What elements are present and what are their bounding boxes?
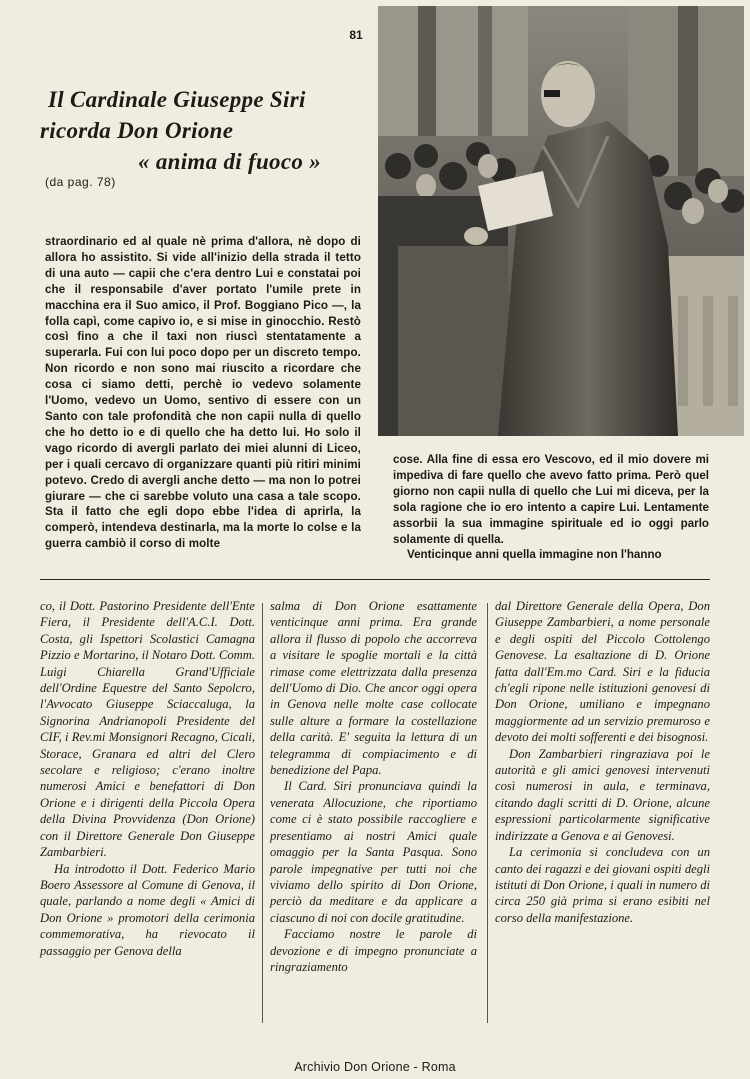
column-2-paragraph-2: Il Card. Siri pronunciava quindi la venerata Allocuzione, che riportiamo come ci è stato possibile raccogliere e presentiamo ai nostri Amici quale omaggio per la Santa Pasqua. Sono parole impegnative per tutti noi che viviamo dello spirito di Don Orione, perciò da meditare e da applicare a ciascuno di noi con docile gratitudine. [270, 779, 477, 925]
column-divider [262, 603, 263, 1023]
title-line-2: ricorda Don Orione [40, 118, 234, 143]
column-3-paragraph-2: Don Zambarbieri ringraziava poi le autorità e gli amici genovesi intervenuti così numerosi in aula, e terminava, citando dagli scritti di D. Orione, alcune espressioni particolarmente significative indirizzate a Genova e ai Genovesi. [495, 746, 710, 843]
section-divider [40, 579, 710, 580]
article-title [40, 84, 370, 177]
column-1-paragraph-1: co, il Dott. Pastorino Presidente dell'Ente Fiera, il Presidente dell'A.C.I. Dott. Costa, gli Ispettori Scolastici Camagna Pizzio e Mortarino, il Notaro Dott. Comm. Luigi Chiarella Grand'Ufficiale dell'Ordine Equestre del Santo Sepolcro, l'Avvocato Giuseppe Sciaccaluga, la Signorina Andrianopoli Presidente del CIF, i Rev.mi Monsignori Recagno, Cicali, Storace, Granara ed altri del Clero secolare e religioso; c'erano inoltre numerosi Amici e benefattori di Don Orione e i dirigenti della Piccola Opera della Divina Provvidenza (Don Orione) con il Direttore Generale Don Giuseppe Zambarbieri. [40, 599, 255, 860]
source-note: (da pag. 78) [45, 175, 116, 189]
column-2-paragraph-3: Facciamo nostre le parole di devozione e di impegno pronunciate a ringraziamento [270, 927, 477, 974]
cardinal-photo [378, 6, 744, 436]
title-line-1: Il Cardinale Giuseppe Siri [48, 87, 306, 112]
column-2-paragraph-1: salma di Don Orione esattamente venticinque anni prima. Era grande allora il flusso di popolo che accorreva a visitare le spoglie mortali e la città rimase come elettrizzata dalla presenza dell'Uomo di Dio. Che ancor oggi opera in Genova nelle molte case collocate sulle alture a formare la costellazione della carità. E' seguita la lettura di un telegramma di compiacimento e di benedizione del Papa. [270, 599, 477, 778]
archive-footer: Archivio Don Orione - Roma [294, 1060, 456, 1074]
intro-text-right [393, 452, 709, 563]
column-3-paragraph-3: La cerimonia si concludeva con un canto dei ragazzi e dei giovani ospiti degli istituti di Don Orione, i quali in numero di circa 250 già prima si erano esibiti nel corso della manifestazione. [495, 845, 710, 925]
column-3-paragraph-1: dal Direttore Generale della Opera, Don Giuseppe Zambarbieri, a nome personale e degli ospiti del Piccolo Cottolengo Genovese. La esaltazione di D. Orione fatta dall'Em.mo Card. Siri e la fiducia ch'egli ripone nelle istituzioni genovesi di Don Orione, umiliano e impegnano maggiormente ad un servizio premuroso e devoto dei molti sofferenti e dei bisognosi. [495, 599, 710, 745]
column-1 [40, 598, 255, 959]
intro-left-paragraph: straordinario ed al quale nè prima d'allora, nè dopo di allora ho assistito. Si vide all'inizio della strada il tetto di una auto — capii che c'era dentro Lui e constatai poi che il responsabile d'aver portato l'umile prete in macchina era il Suo amico, il Prof. Boggiano Pico —, la folla capì, come capivo io, e si mise in ginocchio. Restò così fino a che il taxi non riuscì stentatamente a superarla. Fui con lui poco dopo per un discreto tempo. Non ricordo e non sono mai riuscito a ricordare che cosa ci siamo detti, perchè io vedevo solamente l'Uomo, vedevo un Uomo, sentivo di essere con un Santo con tale profondità che non capii nulla di quello che ho detto io e di quello che ha detto lui. Ho solo il vago ricordo di avergli parlato dei miei alunni di Liceo, per i quali cercavo di organizzare quanti più ritiri minimi potevo. Credo di avergli anche detto — ma non lo potrei giurare — che ci sarebbe voluto una casa a tale scopo. Sta il fatto che egli dopo ebbe l'idea di aprirla, la comperò, intendeva destinarla, ma la morte lo colse e la guerra cambiò il corso di molte [45, 235, 361, 551]
page-number: 81 [349, 28, 363, 42]
column-2 [270, 598, 477, 975]
column-3 [495, 598, 710, 926]
intro-right-paragraph-2: Venticinque anni quella immagine non l'hanno [407, 548, 662, 562]
title-line-3: « anima di fuoco » [138, 149, 322, 174]
column-1-paragraph-2: Ha introdotto il Dott. Federico Mario Boero Assessore al Comune di Genova, il quale, parlando a nome degli « Amici di Don Orione » promotori della cerimonia commemorativa, ha rievocato il passaggio per Genova della [40, 861, 255, 958]
intro-text-left [45, 234, 361, 552]
column-divider [487, 603, 488, 1023]
article-title-block [40, 84, 370, 177]
intro-right-paragraph-1: cose. Alla fine di essa ero Vescovo, ed il mio dovere mi impediva di fare quello che avevo fatto prima. Però quel giorno non capii nulla di quello che Lui mi diceva, per la sola ragione che io ero intento a capire Lui. Lentamente assorbii la sua immagine spirituale ed io oggi parlo solamente di quella. [393, 453, 709, 546]
